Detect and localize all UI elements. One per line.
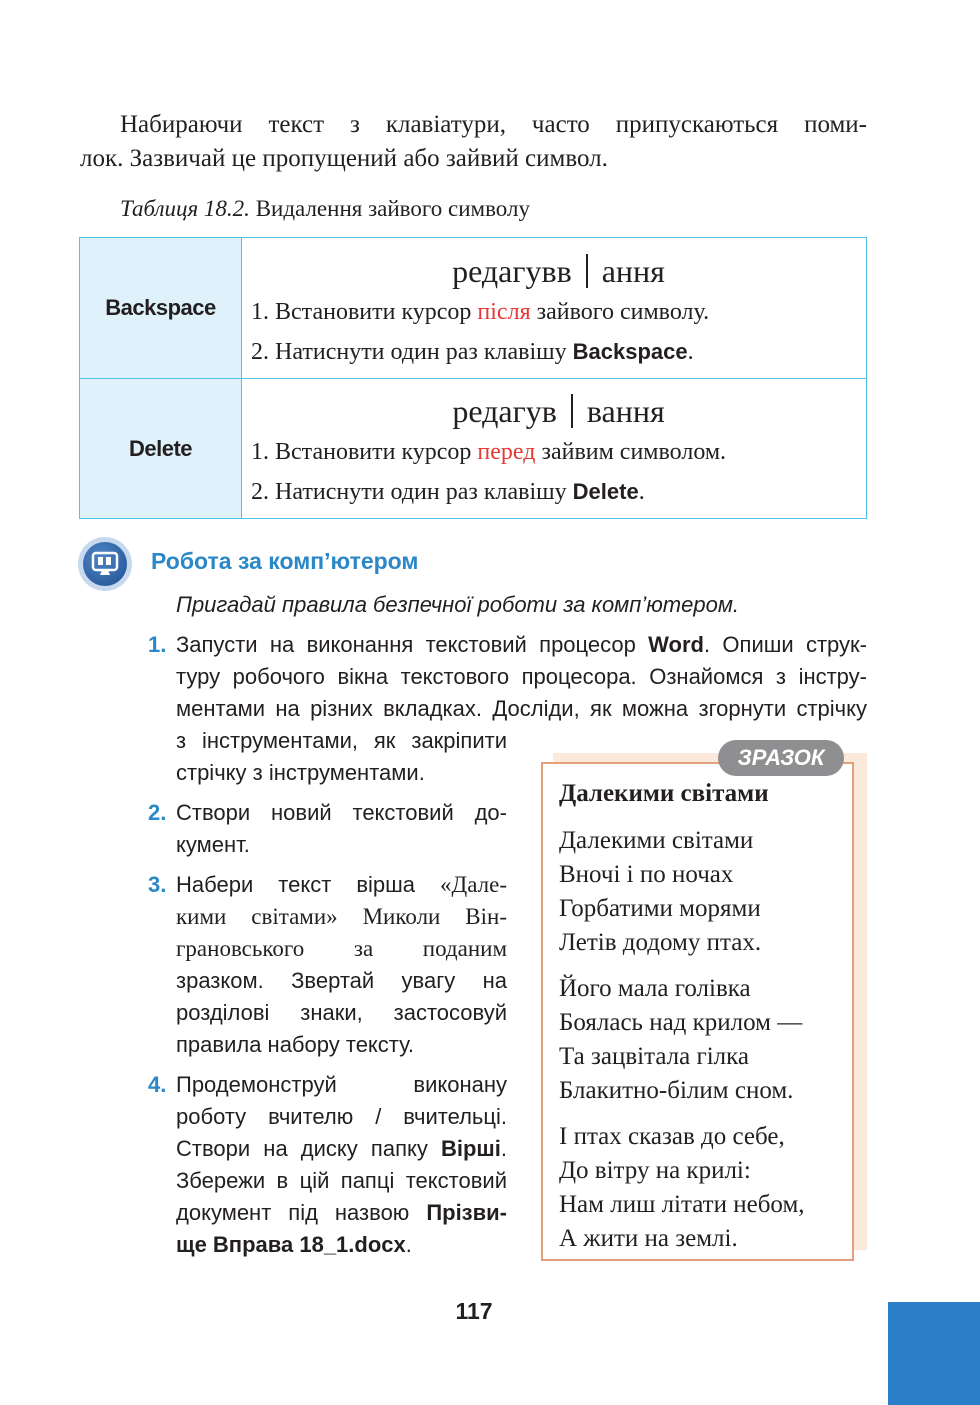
task-line: стрічку з інструментами. <box>176 760 425 785</box>
page-corner-tab <box>888 1302 980 1405</box>
desc-cell-backspace <box>242 238 867 379</box>
task-line: Збережи в цій папці текстовий <box>176 1168 507 1193</box>
task-bold-text: Word <box>648 632 704 657</box>
step-1 <box>251 433 866 472</box>
task-number: 4. <box>148 1072 167 1097</box>
table-row-delete <box>80 379 867 519</box>
table-caption <box>120 196 530 222</box>
task-line: з інструментами, як закріпити <box>176 728 507 753</box>
table-row-backspace <box>80 238 867 379</box>
step-text: зайвого символу. <box>530 298 710 325</box>
task-line <box>176 629 867 661</box>
step-2 <box>251 472 866 512</box>
task-text: . <box>500 1136 507 1161</box>
sample-badge: ЗРАЗОК <box>718 740 844 776</box>
task-bold-text: ще Вправа 18_1.docx <box>176 1232 406 1257</box>
word-left: редагувв <box>452 252 572 289</box>
word-right: ання <box>601 252 665 289</box>
section-title: Робота за комп’ютером <box>151 548 419 574</box>
step-text: 2. Натиснути один раз клавішу <box>251 479 573 505</box>
intro-paragraph <box>80 108 867 176</box>
step-highlight: перед <box>477 439 536 465</box>
section-reminder: Пригадай правила безпечної роботи за комп’ютером. <box>176 592 740 617</box>
step-highlight: після <box>477 298 531 325</box>
example-word <box>251 391 866 431</box>
key-name: Backspace <box>572 338 688 364</box>
task-line: кумент. <box>176 832 250 857</box>
intro-line-1: Набираючи текст з клавіатури, часто припускаються поми- <box>120 111 867 138</box>
task-line <box>176 1133 507 1165</box>
step-text: 2. Натиснути один раз клавішу <box>251 338 573 365</box>
poem-line: Та зацвітала гілка <box>559 1043 750 1070</box>
poem-line: А жити на землі. <box>559 1225 738 1252</box>
task-bold-text: Прізви- <box>426 1200 507 1225</box>
cursor-mark <box>571 394 573 428</box>
task-text: Набери текст вірша <box>176 872 441 897</box>
key-cell-backspace: Backspace <box>80 238 242 379</box>
task-text: . Опиши струк- <box>703 632 868 657</box>
step-1 <box>251 293 866 332</box>
poem-line: Боялась над крилом — <box>559 1009 803 1036</box>
task-text: . <box>405 1232 412 1257</box>
task-line: туру робочого вікна текстового процесора. Ознайомся з інстру- <box>176 664 867 689</box>
step-text: 1. Встановити курсор <box>251 298 478 325</box>
desc-cell-delete <box>242 379 867 519</box>
step-2 <box>251 332 866 372</box>
key-name: Delete <box>572 479 639 504</box>
task-4 <box>148 1069 507 1261</box>
poem-title: Далекими світами <box>559 780 769 807</box>
poem-line: Вночі і по ночах <box>559 861 734 888</box>
poem-stanza-1 <box>559 824 805 960</box>
task-bold-text: Вірші <box>440 1136 501 1161</box>
page-number: 117 <box>455 1298 493 1324</box>
poem-line: Блакитно-білим сном. <box>559 1077 794 1104</box>
task-line <box>176 1229 507 1261</box>
poem-line: І птах сказав до себе, <box>559 1123 785 1150</box>
poem-stanza-3 <box>559 1120 805 1256</box>
task-text: Створи на диску папку <box>176 1136 441 1161</box>
deletion-table <box>79 237 867 519</box>
task-line: розділові знаки, застосовуй <box>176 1000 507 1025</box>
task-number: 2. <box>148 800 167 825</box>
task-number: 1. <box>148 632 167 657</box>
poem <box>559 776 805 1268</box>
key-cell-delete: Delete <box>80 379 242 519</box>
task-line <box>176 1197 507 1229</box>
task-2 <box>148 797 507 861</box>
poem-line: До вітру на крилі: <box>559 1157 751 1184</box>
task-line <box>176 869 507 901</box>
task-text: Запусти на виконання текстовий процесор <box>176 632 649 657</box>
table-caption-label: Таблиця 18.2. <box>120 196 250 221</box>
poem-line: Горбатими морями <box>559 895 761 922</box>
task-line: Продемонструй виконану <box>176 1072 507 1097</box>
step-text: . <box>638 479 645 505</box>
task-line: правила набору тексту. <box>176 1032 415 1057</box>
poem-line: Далекими світами <box>559 827 754 854</box>
task-line: Створи новий текстовий до- <box>176 800 507 825</box>
step-text: 1. Встановити курсор <box>251 439 478 465</box>
poem-line: Летів додому птах. <box>559 929 762 956</box>
table-caption-text: Видалення зайвого символу <box>249 196 530 221</box>
step-text: . <box>687 338 694 365</box>
word-right: вання <box>586 393 665 429</box>
task-quote-text: «Дале- <box>440 872 507 897</box>
task-3 <box>148 869 507 1061</box>
computer-work-icon <box>78 537 132 591</box>
poem-stanza-2 <box>559 972 805 1108</box>
task-text: документ під назвою <box>176 1200 427 1225</box>
example-word <box>251 251 866 291</box>
poem-line: Його мала голівка <box>559 975 751 1002</box>
intro-line-2: лок. Зазвичай це пропущений або зайвий символ. <box>80 145 608 172</box>
step-text: зайвим символом. <box>535 439 727 465</box>
task-line: роботу вчителю / вчительці. <box>176 1104 507 1129</box>
poem-line: Нам лиш літати небом, <box>559 1191 805 1218</box>
cursor-mark <box>586 254 588 288</box>
task-line: ментами на різних вкладках. Досліди, як можна згорнути стрічку <box>176 696 867 721</box>
task-line: зразком. Звертай увагу на <box>176 968 507 993</box>
task-line: грановського за поданим <box>176 936 507 961</box>
word-left: редагув <box>452 393 557 429</box>
task-line: кими світами» Миколи Він- <box>176 904 507 929</box>
task-number: 3. <box>148 872 167 897</box>
